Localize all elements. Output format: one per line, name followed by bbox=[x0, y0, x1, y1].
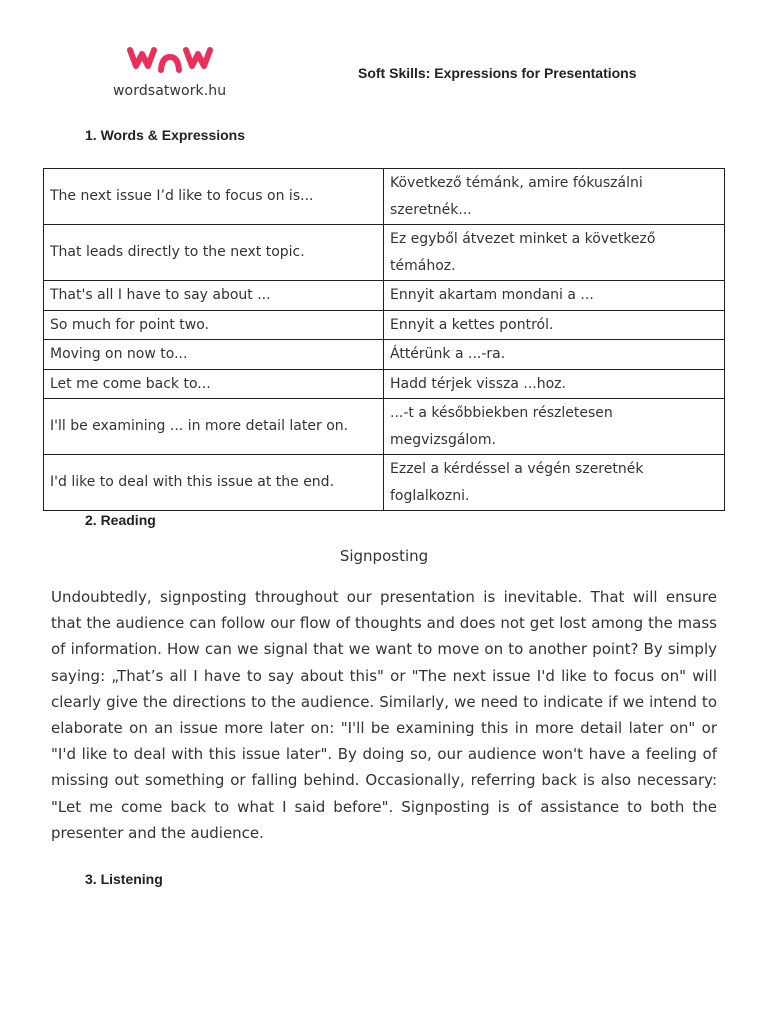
hungarian-translation-cell: Ez egyből átvezet minket a következő témához. bbox=[384, 225, 725, 281]
vocab-table bbox=[43, 168, 725, 511]
hungarian-translation-cell: Hadd térjek vissza ...hoz. bbox=[384, 369, 725, 399]
table-row bbox=[44, 399, 725, 455]
hungarian-translation-cell: Következő témánk, amire fókuszálni szeretnék... bbox=[384, 169, 725, 225]
hungarian-translation-cell: ...-t a későbbiekben részletesen megvizsgálom. bbox=[384, 399, 725, 455]
hungarian-translation-cell: Áttérünk a ...-ra. bbox=[384, 340, 725, 370]
hungarian-translation-cell: Ennyit a kettes pontról. bbox=[384, 310, 725, 340]
table-row bbox=[44, 225, 725, 281]
english-expression-cell: That's all I have to say about ... bbox=[44, 281, 384, 311]
page-title: Soft Skills: Expressions for Presentations bbox=[358, 65, 637, 81]
table-row bbox=[44, 455, 725, 511]
table-row bbox=[44, 310, 725, 340]
reading-paragraph: Undoubtedly, signposting throughout our presentation is inevitable. That will ensure that the audience can follow our flow of thoughts and does not get lost among the mass of information. How can we signal that we want to move on to another point? By simply saying: „That’s all I have to say about this" or "The next issue I'd like to focus on" will clearly give the directions to the audience. Similarly, we need to indicate if we intend to elaborate on an issue more later on: "I'll be examining this in more detail later on" or "I'd like to deal with this issue later". By doing so, our audience won't have a feeling of missing out something or falling behind. Occasionally, referring back is also necessary: "Let me come back to what I said before". Signposting is of assistance to both the presenter and the audience. bbox=[51, 588, 717, 842]
table-row bbox=[44, 369, 725, 399]
reading-title: Signposting bbox=[339, 547, 429, 565]
site-logo[interactable] bbox=[108, 44, 236, 99]
table-row bbox=[44, 281, 725, 311]
english-expression-cell: I'd like to deal with this issue at the end. bbox=[44, 455, 384, 511]
english-expression-cell: I'll be examining ... in more detail later on. bbox=[44, 399, 384, 455]
hungarian-translation-cell: Ennyit akartam mondani a ... bbox=[384, 281, 725, 311]
wnw-logo-icon bbox=[126, 44, 214, 78]
english-expression-cell: The next issue I’d like to focus on is... bbox=[44, 169, 384, 225]
english-expression-cell: Let me come back to... bbox=[44, 369, 384, 399]
section-heading-listening: 3. Listening bbox=[85, 871, 163, 887]
english-expression-cell: So much for point two. bbox=[44, 310, 384, 340]
hungarian-translation-cell: Ezzel a kérdéssel a végén szeretnék foglalkozni. bbox=[384, 455, 725, 511]
section-heading-words: 1. Words & Expressions bbox=[85, 127, 246, 143]
table-row bbox=[44, 169, 725, 225]
logo-text: wordsatwork.hu bbox=[113, 83, 227, 99]
english-expression-cell: Moving on now to... bbox=[44, 340, 384, 370]
table-row bbox=[44, 340, 725, 370]
english-expression-cell: That leads directly to the next topic. bbox=[44, 225, 384, 281]
section-heading-reading: 2. Reading bbox=[85, 512, 156, 528]
